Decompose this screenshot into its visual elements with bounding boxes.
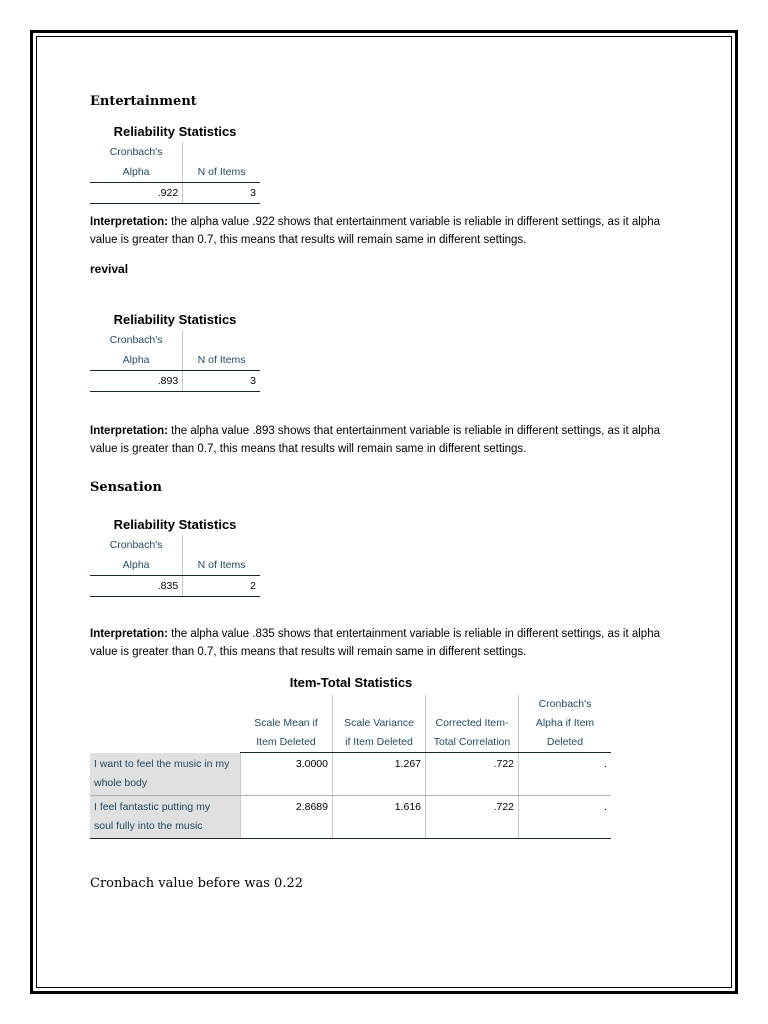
col-head-corrected: Corrected Item- Total Correlation: [426, 695, 519, 753]
col-head-cronbach: Cronbach's: [90, 535, 183, 555]
interpretation-sensation: [90, 625, 690, 661]
reliability-table-title: Reliability Statistics: [113, 312, 237, 327]
alpha-value: .922: [90, 183, 183, 204]
alpha-deleted-value: .: [519, 753, 612, 796]
scale-mean-value: 3.0000: [240, 753, 333, 796]
reliability-table: [90, 330, 260, 392]
reliability-table-revival: [90, 310, 260, 392]
reliability-table: [90, 142, 260, 204]
section-heading-sensation: Sensation: [90, 480, 162, 495]
col-head-scale-variance: Scale Variance if Item Deleted: [333, 695, 426, 753]
col-head-alpha: Alpha: [90, 555, 183, 576]
scale-variance-value: 1.267: [333, 753, 426, 796]
section-heading-revival: revival: [90, 262, 129, 276]
interpretation-text: the alpha value .835 shows that entertainment variable is reliable in different settings, as it alpha value is greater than 0.7, this means that results will remain same in different settings.: [90, 628, 660, 658]
col-head-cronbach: Cronbach's: [90, 142, 183, 162]
col-head-alpha: Alpha: [90, 162, 183, 183]
reliability-table-entertainment: [90, 122, 260, 204]
item-total-title: Item-Total Statistics: [289, 675, 413, 690]
corrected-value: .722: [426, 753, 519, 796]
interpretation-label: Interpretation:: [90, 628, 168, 640]
interpretation-text: the alpha value .922 shows that entertainment variable is reliable in different settings, as it alpha value is greater than 0.7, this means that results will remain same in different settings.: [90, 216, 660, 246]
scale-mean-value: 2.8689: [240, 796, 333, 839]
corrected-value: .722: [426, 796, 519, 839]
scale-variance-value: 1.616: [333, 796, 426, 839]
interpretation-text: the alpha value .893 shows that entertainment variable is reliable in different settings, as it alpha value is greater than 0.7, this means that results will remain same in different settings.: [90, 425, 660, 455]
col-head-n-items: N of Items: [183, 555, 260, 576]
row-label: I want to feel the music in my whole body: [90, 753, 240, 796]
reliability-table-title: Reliability Statistics: [113, 517, 237, 532]
reliability-table-sensation: [90, 515, 260, 597]
col-head-n-items: N of Items: [183, 162, 260, 183]
col-head-cronbach: Cronbach's: [90, 330, 183, 350]
col-head-alpha-deleted: Cronbach's Alpha if Item Deleted: [519, 695, 612, 753]
alpha-deleted-value: .: [519, 796, 612, 839]
table-row: [90, 753, 611, 796]
table-row: [90, 796, 611, 839]
n-items-value: 2: [183, 576, 260, 597]
n-items-value: 3: [183, 371, 260, 392]
col-head-alpha: Alpha: [90, 350, 183, 371]
alpha-value: .893: [90, 371, 183, 392]
row-label: I feel fantastic putting my soul fully into the music: [90, 796, 240, 839]
alpha-value: .835: [90, 576, 183, 597]
item-total-table: [90, 695, 611, 839]
reliability-table-title: Reliability Statistics: [113, 124, 237, 139]
interpretation-revival: [90, 422, 690, 458]
n-items-value: 3: [183, 183, 260, 204]
interpretation-label: Interpretation:: [90, 216, 168, 228]
reliability-table: [90, 535, 260, 597]
col-head-scale-mean: Scale Mean if Item Deleted: [240, 695, 333, 753]
cronbach-note: Cronbach value before was 0.22: [90, 876, 303, 891]
interpretation-entertainment: [90, 213, 690, 249]
col-head-n-items: N of Items: [183, 350, 260, 371]
section-heading-entertainment: Entertainment: [90, 94, 197, 109]
interpretation-label: Interpretation:: [90, 425, 168, 437]
